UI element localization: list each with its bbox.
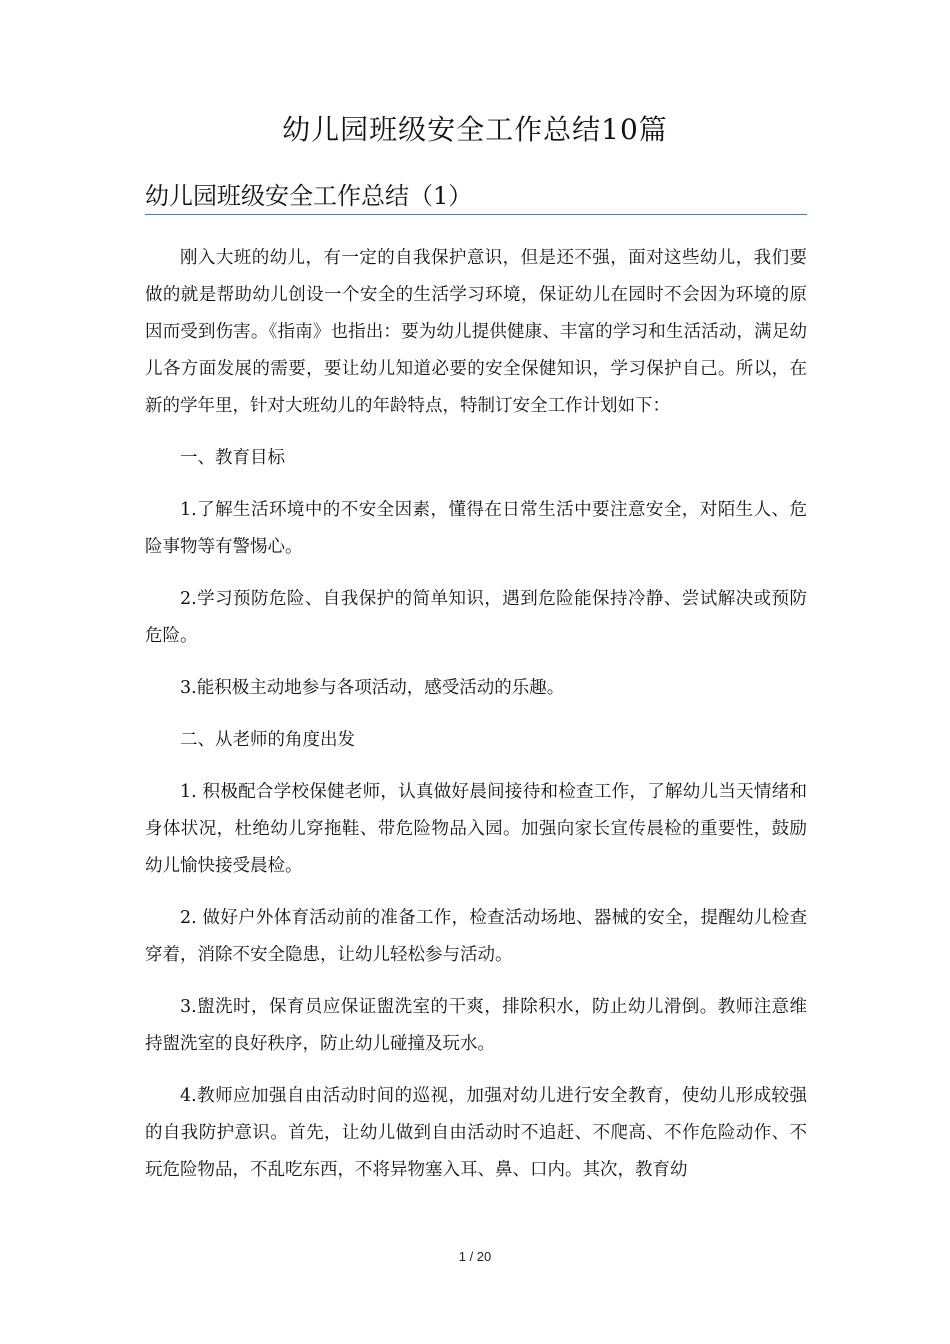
paragraph-goal-2: 2.学习预防危险、自我保护的简单知识，遇到危险能保持冷静、尝试解决或预防危险。 bbox=[145, 589, 807, 646]
paragraph-teacher-4: 4.教师应加强自由活动时间的巡视，加强对幼儿进行安全教育，使幼儿形成较强的自我防护意识。首先，让幼儿做到自由活动时不追赶、不爬高、不作危险动作、不玩危险物品，不乱吃东西，不将异物塞入耳、鼻、口内。其次，教育幼 bbox=[145, 1086, 807, 1180]
section-heading: 幼儿园班级安全工作总结（1） bbox=[145, 180, 807, 215]
paragraph-intro: 刚入大班的幼儿，有一定的自我保护意识，但是还不强，面对这些幼儿，我们要做的就是帮助幼儿创设一个安全的生活学习环境，保证幼儿在园时不会因为环境的原因而受到伤害。《指南》也指出：要为幼儿提供健康、丰富的学习和生活活动，满足幼儿各方面发展的需要，要让幼儿知道必要的安全保健知识，学习保护自己。所以，在新的学年里，针对大班幼儿的年龄特点，特制订安全工作计划如下： bbox=[145, 248, 807, 416]
paragraph-teacher-2: 2. 做好户外体育活动前的准备工作，检查活动场地、器械的安全，提醒幼儿检查穿着，消除不安全隐患，让幼儿轻松参与活动。 bbox=[145, 908, 807, 965]
paragraph-teacher-1: 1. 积极配合学校保健老师，认真做好晨间接待和检查工作，了解幼儿当天情绪和身体状况，杜绝幼儿穿拖鞋、带危险物品入园。加强向家长宣传晨检的重要性，鼓励幼儿愉快接受晨检。 bbox=[145, 782, 807, 876]
paragraph-goal-3: 3.能积极主动地参与各项活动，感受活动的乐趣。 bbox=[180, 678, 565, 698]
paragraph-goal-1: 1.了解生活环境中的不安全因素，懂得在日常生活中要注意安全，对陌生人、危险事物等有警惕心。 bbox=[145, 500, 807, 557]
body-text bbox=[145, 240, 807, 1204]
paragraph-heading-goals: 一、教育目标 bbox=[180, 448, 285, 468]
document-title: 幼儿园班级安全工作总结10篇 bbox=[282, 113, 668, 146]
paragraph-heading-teacher: 二、从老师的角度出发 bbox=[180, 730, 355, 750]
page-number: 1 / 20 bbox=[458, 1249, 492, 1264]
paragraph-teacher-3: 3.盥洗时，保育员应保证盥洗室的干爽，排除积水，防止幼儿滑倒。教师注意维持盥洗室的良好秩序，防止幼儿碰撞及玩水。 bbox=[145, 997, 807, 1054]
